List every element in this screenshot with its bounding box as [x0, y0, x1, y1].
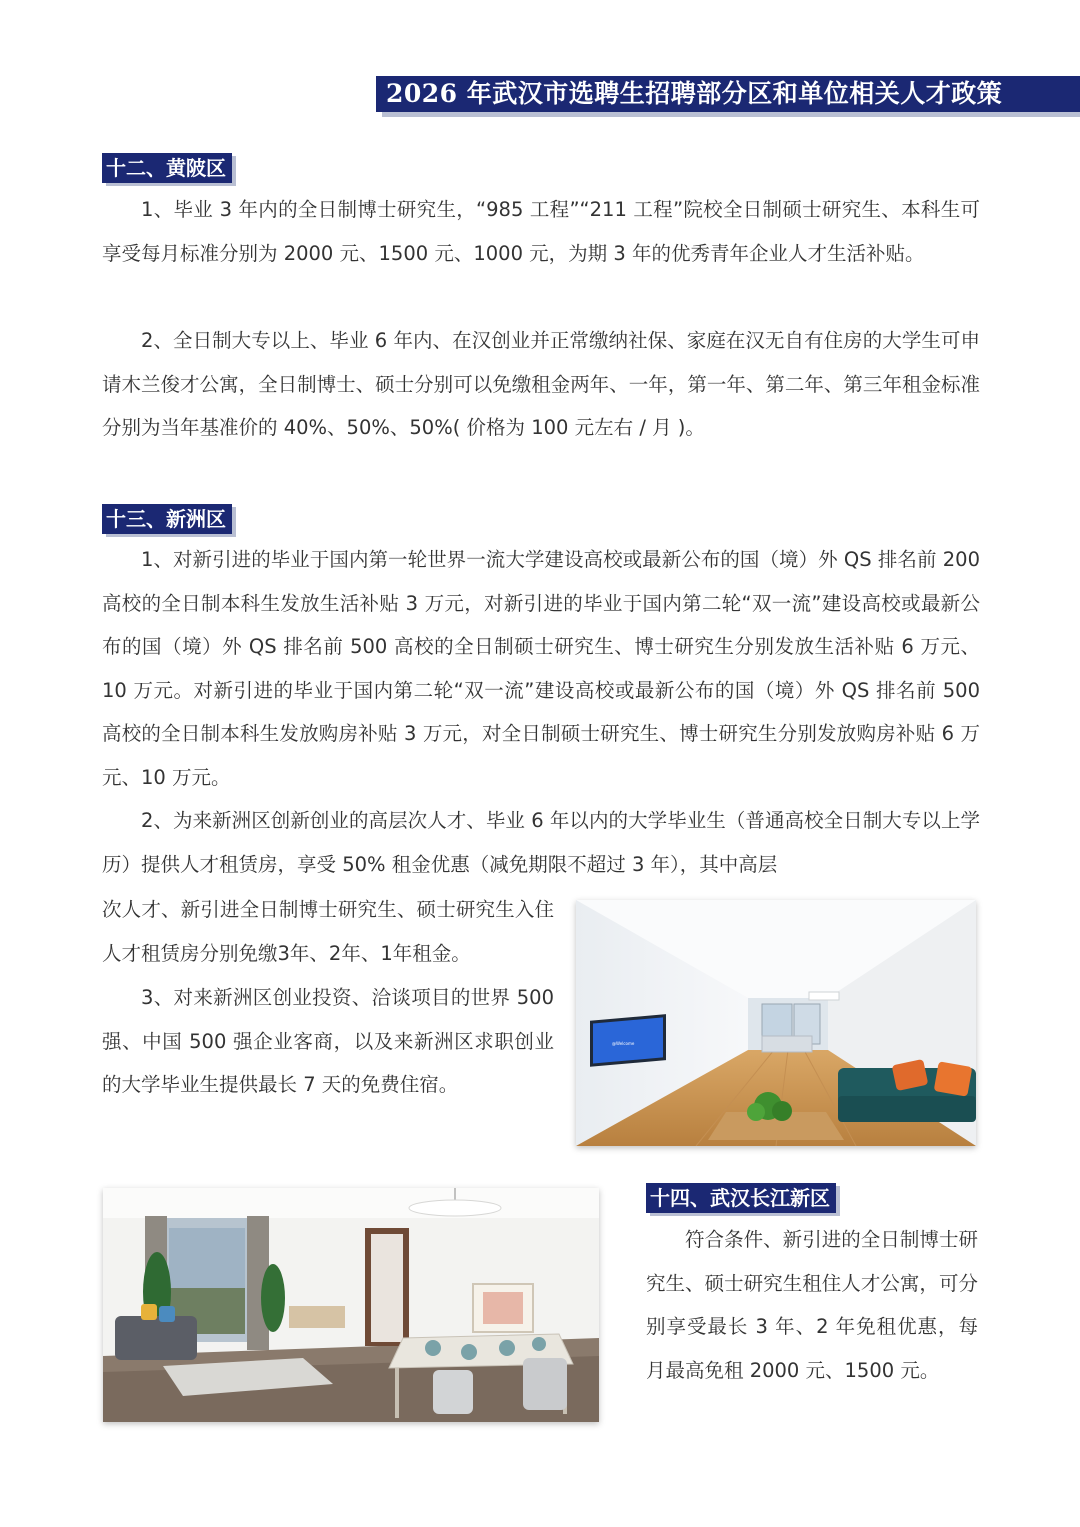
- apartment-dining-room-photo: [103, 1188, 599, 1422]
- section-xinzhou-paragraph-3: 3、对来新洲区创业投资、洽谈项目的世界 500 强、中国 500 强企业客商，以及来新洲区求职创业的大学毕业生提供最长 7 天的免费住宿。: [102, 986, 554, 1096]
- apartment-living-room-photo: [576, 900, 976, 1146]
- section-xinzhou-paragraph-2-continued: 次人才、新引进全日制博士研究生、硕士研究生入住人才租赁房分别免缴3年、2年、1年租金。: [102, 898, 554, 965]
- section-heading-xinzhou: 十三、新洲区: [102, 504, 232, 534]
- section-xinzhou-paragraph-1: 1、对新引进的毕业于国内第一轮世界一流大学建设高校或最新公布的国（境）外 QS 排名前 200 高校的全日制本科生发放生活补贴 3 万元，对新引进的毕业于国内第二轮“双一流”建设高校或最新公布的国（境）外 QS 排名前 500 高校的全日制硕士研究生、博士研究生分别发放生活补贴 6 万元、10 万元。对新引进的毕业于国内第二轮“双一流”建设高校或最新公布的国（境）外 QS 排名前 500 高校的全日制本科生发放购房补贴 3 万元，对全日制硕士研究生、博士研究生分别发放购房补贴 6 万元、10 万元。: [102, 548, 980, 789]
- section-xinzhou-paragraph-2: 2、为来新洲区创新创业的高层次人才、毕业 6 年以内的大学毕业生（普通高校全日制大专以上学历）提供人才租赁房，享受 50% 租金优惠（减免期限不超过 3 年），其中高层: [102, 809, 980, 876]
- section-heading-changjiang-new-area: 十四、武汉长江新区: [646, 1183, 836, 1213]
- section-heading-huangpi: 十二、黄陂区: [102, 153, 232, 183]
- tv-screen-text: @Welcome: [612, 1041, 635, 1046]
- section-huangpi-paragraph-1: 1、毕业 3 年内的全日制博士研究生，“985 工程”“211 工程”院校全日制硕士研究生、本科生可享受每月标准分别为 2000 元、1500 元、1000 元，为期 3 年的优秀青年企业人才生活补贴。: [102, 198, 980, 265]
- section-changjiang-paragraph-1: 符合条件、新引进的全日制博士研究生、硕士研究生租住人才公寓，可分别享受最长 3 年、2 年免租优惠，每月最高免租 2000 元、1500 元。: [646, 1228, 978, 1382]
- section-huangpi-paragraph-2: 2、全日制大专以上、毕业 6 年内、在汉创业并正常缴纳社保、家庭在汉无自有住房的大学生可申请木兰俊才公寓，全日制博士、硕士分别可以免缴租金两年、一年，第一年、第二年、第三年租金标准分别为当年基准价的 40%、50%、50%( 价格为 100 元左右 / 月 )。: [102, 329, 980, 439]
- page-title: 2026 年武汉市选聘生招聘部分区和单位相关人才政策: [376, 76, 1080, 112]
